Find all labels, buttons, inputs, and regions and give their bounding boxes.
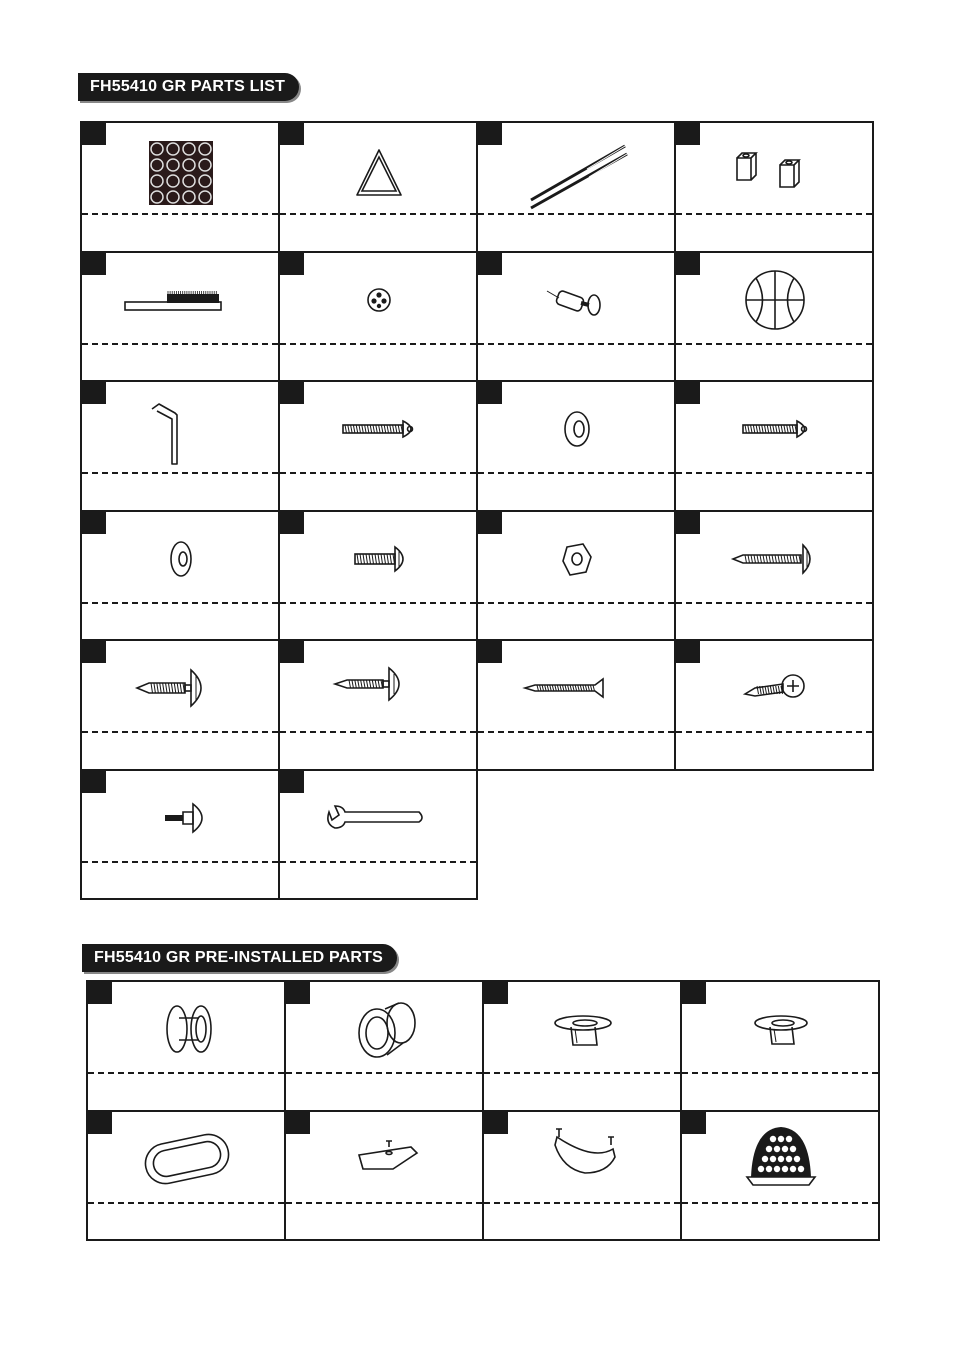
part-cell (86, 1110, 286, 1242)
quantity-line (280, 213, 476, 215)
part-cell (680, 1110, 880, 1242)
part-cell (80, 380, 280, 512)
part-cell (674, 121, 874, 253)
quantity-line (478, 213, 674, 215)
part-cell (278, 510, 478, 642)
quantity-line (478, 343, 674, 345)
bolt-icon (676, 382, 874, 472)
quantity-line (676, 213, 872, 215)
part-cell (476, 510, 676, 642)
part-cell (476, 639, 676, 771)
quantity-line (676, 602, 872, 604)
part-cell (476, 121, 676, 253)
part-cell (674, 251, 874, 383)
part-cell (80, 639, 280, 771)
long-bolt-icon (280, 382, 478, 472)
chalk-cubes-icon (676, 123, 874, 213)
parts-list-title: FH55410 GR PARTS LIST (78, 73, 299, 101)
part-cell (680, 980, 880, 1112)
part-cell (476, 251, 676, 383)
allen-key-icon (82, 382, 280, 472)
part-cell (284, 980, 484, 1112)
part-cell (80, 251, 280, 383)
ball-pump-icon (478, 253, 676, 343)
quantity-line (682, 1072, 878, 1074)
triangle-rack-icon (280, 123, 478, 213)
part-cell (674, 380, 874, 512)
part-cell (278, 251, 478, 383)
pre-installed-title: FH55410 GR PRE-INSTALLED PARTS (82, 944, 397, 972)
brush-icon (82, 253, 280, 343)
quantity-line (280, 861, 476, 863)
part-cell (284, 1110, 484, 1242)
quantity-line (682, 1202, 878, 1204)
part-cell (482, 980, 682, 1112)
part-cell (476, 380, 676, 512)
part-cell (278, 121, 478, 253)
part-cell (86, 980, 286, 1112)
part-cell (278, 380, 478, 512)
part-cell (278, 639, 478, 771)
part-cell (80, 510, 280, 642)
quantity-line (478, 731, 674, 733)
part-cell (674, 510, 874, 642)
basketball-icon (676, 253, 874, 343)
part-cell (674, 639, 874, 771)
quantity-line (280, 343, 476, 345)
ring-grommet-icon (286, 982, 484, 1072)
wood-screw-icon (280, 641, 478, 731)
quantity-line (88, 1202, 284, 1204)
quantity-line (82, 343, 278, 345)
countersunk-screw-icon (478, 641, 676, 731)
quantity-line (82, 472, 278, 474)
soccer-ball-icon (280, 253, 478, 343)
quantity-line (478, 472, 674, 474)
quantity-line (82, 861, 278, 863)
quantity-line (82, 602, 278, 604)
quantity-line (280, 731, 476, 733)
quantity-line (484, 1202, 680, 1204)
knob-bolt-icon (82, 771, 280, 861)
small-washer-icon (82, 512, 280, 602)
quantity-line (82, 731, 278, 733)
curved-bracket-icon (484, 1112, 682, 1202)
pocket-dome-icon (682, 1112, 880, 1202)
quantity-line (88, 1072, 284, 1074)
phillips-screw-icon (676, 641, 874, 731)
part-cell (278, 769, 478, 901)
quantity-line (676, 343, 872, 345)
quantity-line (280, 472, 476, 474)
quantity-line (82, 213, 278, 215)
cue-sticks-icon (478, 123, 676, 213)
quantity-line (286, 1202, 482, 1204)
part-cell (482, 1110, 682, 1242)
wrench-icon (280, 771, 478, 861)
quantity-line (676, 472, 872, 474)
quantity-line (676, 731, 872, 733)
corner-bracket-icon (286, 1112, 484, 1202)
dart-target-sheet-icon (82, 123, 280, 213)
oval-ring-icon (88, 1112, 286, 1202)
hex-nut-icon (478, 512, 676, 602)
cup-holder-clip-icon (484, 982, 682, 1072)
long-screw-icon (676, 512, 874, 602)
spool-icon (88, 982, 286, 1072)
quantity-line (280, 602, 476, 604)
quantity-line (286, 1072, 482, 1074)
large-washer-icon (478, 382, 676, 472)
wood-screw-large-head-icon (82, 641, 280, 731)
part-cell (80, 121, 280, 253)
mushroom-bolt-icon (280, 512, 478, 602)
part-cell (80, 769, 280, 901)
quantity-line (484, 1072, 680, 1074)
cup-holder-clip-small-icon (682, 982, 880, 1072)
quantity-line (478, 602, 674, 604)
